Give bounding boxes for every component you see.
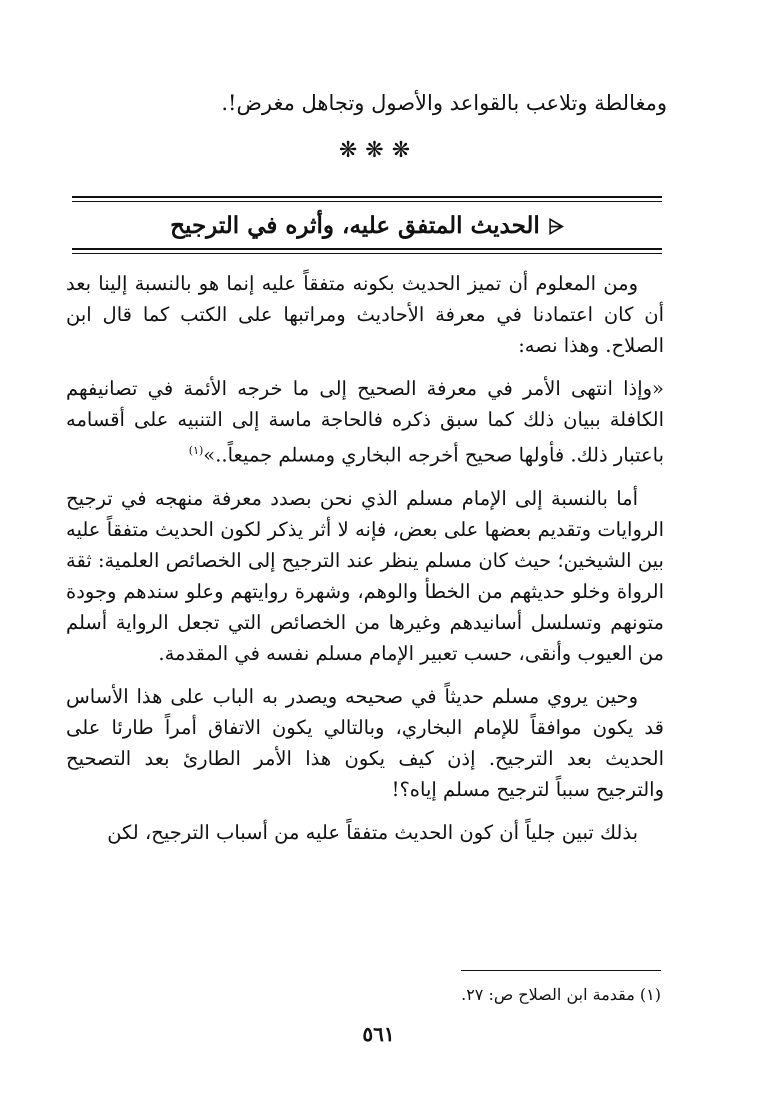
heading-box [72, 196, 662, 254]
paragraph-4: وحين يروي مسلم حديثاً في صحيحه ويصدر به الباب على هذا الأساس قد يكون موافقاً للإمام البخاري، وبالتالي يكون الاتفاق أمراً طارئا على الحديث بعد الترجيح. إذن كيف يكون هذا الأمر الطارئ بعد التصحيح والترجيح سبباً لترجيح مسلم إياه؟! [66, 684, 664, 801]
footnote-ref: (١) [188, 444, 204, 457]
page-number: ٥٦١ [362, 1022, 395, 1046]
footnote-rule [461, 970, 661, 971]
footnote: (١) مقدمة ابن الصلاح ص: ٢٧. [461, 985, 661, 1004]
heading-bottom-rule [72, 248, 662, 250]
heading-top-rule-thin [72, 201, 662, 202]
intro-line: ومغالطة وتلاعب بالقواعد والأصول وتجاهل مغرض!. [221, 91, 667, 115]
section-separator: ❋❋❋ [338, 138, 419, 163]
heading-bottom-rule-thin [72, 253, 662, 254]
quote-text: «وإذا انتهى الأمر في معرفة الصحيح إلى ما خرجه الأئمة في تصانيفهم الكافلة ببيان ذلك كما سبق ذكره فالحاجة ماسة إلى التنبيه على أقسامه باعتبار ذلك. فأولها صحيح أخرجه البخاري ومسلم جميعاً..» [66, 377, 664, 467]
paragraph-3: أما بالنسبة إلى الإمام مسلم الذي نحن بصدد معرفة منهجه في ترجيح الروايات وتقديم بعضها على بعض، فإنه لا أثر يذكر لكون الحديث متفقاً عليه بين الشيخين؛ حيث كان مسلم ينظر عند الترجيح إلى الخصائص العلمية: ثقة الرواة وخلو حديثهم من الخطأ والوهم، وشهرة روايتهم وعلو سندهم وجودة متونهم وتسلسل أسانيدهم وغيرها من الخصائص التي تجعل الرواية أسلم من العيوب وأنقى، حسب تعبير الإمام مسلم نفسه في المقدمة. [66, 486, 664, 665]
heading-top-rule [72, 196, 662, 198]
heading-title: الحديث المتفق عليه، وأثره في الترجيح [170, 212, 540, 239]
heading-marker-icon: ⩤ [547, 214, 564, 238]
section-heading [72, 206, 662, 246]
body-text [66, 268, 664, 860]
paragraph-5: بذلك تبين جلياً أن كون الحديث متفقاً عليه من أسباب الترجيح، لكن [107, 820, 638, 844]
quote-paragraph [66, 373, 664, 471]
paragraph-1: ومن المعلوم أن تميز الحديث بكونه متفقاً عليه إنما هو بالنسبة إلينا بعد أن كان اعتمادنا في معرفة الأحاديث ومراتبها على الكتب كما قال ابن الصلاح. وهذا نصه: [66, 272, 664, 357]
